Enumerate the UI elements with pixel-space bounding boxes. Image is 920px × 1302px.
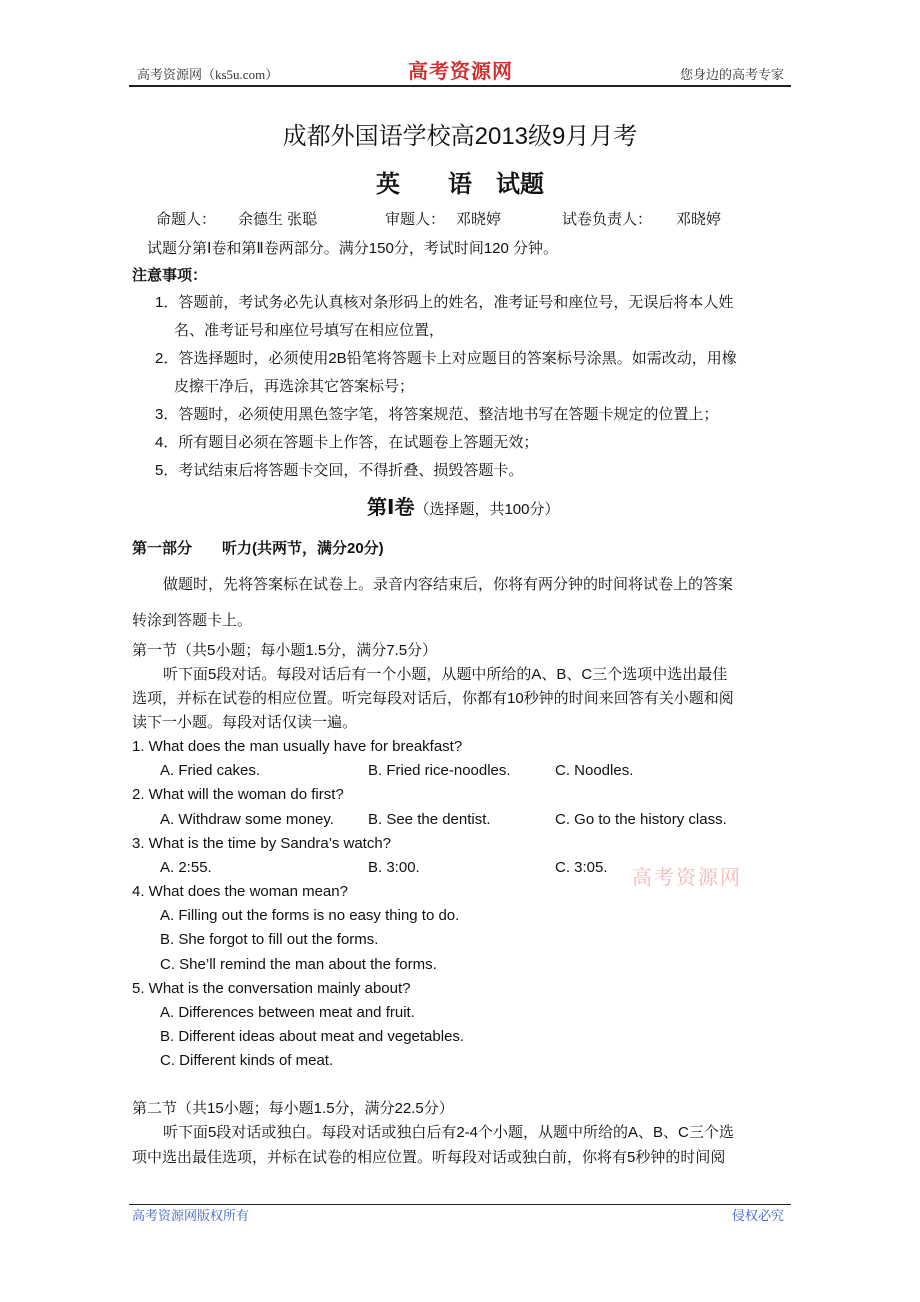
note-5: 5．考试结束后将答题卡交回，不得折叠、损毁答题卡。 xyxy=(155,462,524,479)
footer-rule xyxy=(129,1204,791,1205)
q2-option-a: A. Withdraw some money. xyxy=(160,811,334,828)
question-5: 5. What is the conversation mainly about? xyxy=(132,980,411,997)
note-2: 2．答选择题时，必须使用2B铅笔将答题卡上对应题目的答案标号涂黑。如需改动，用橡 xyxy=(155,350,737,367)
setter-label: 命题人： xyxy=(156,211,217,228)
q1-option-c: C. Noodles. xyxy=(555,762,634,779)
part1-instr: 做题时，先将答案标在试卷上。录音内容结束后，你将有两分钟的时间将试卷上的答案 xyxy=(163,576,734,593)
note-1: 1．答题前，考试务必先认真核对条形码上的姓名，准考证号和座位号，无误后将本人姓 xyxy=(155,294,734,311)
section1-instr-2: 选项，并标在试卷的相应位置。听完每段对话后，你都有10秒钟的时间来回答有关小题和阅 xyxy=(132,690,734,707)
volume-note: （选择题，共100分） xyxy=(414,501,560,518)
watermark: 高考资源网 xyxy=(632,865,742,889)
site-logo: 高考资源网 xyxy=(408,59,513,83)
header-left: 高考资源网（ks5u.com） xyxy=(137,67,279,82)
section2-title: 第二节（共15小题；每小题1.5分，满分22.5分） xyxy=(132,1100,454,1117)
section2-instr-2: 项中选出最佳选项，并标在试卷的相应位置。听每段对话或独白前，你将有5秒钟的时间阅 xyxy=(132,1149,726,1166)
q2-option-c: C. Go to the history class. xyxy=(555,811,727,828)
q4-option-c: C. She’ll remind the man about the forms. xyxy=(160,956,437,973)
part1-instr-cont: 转涂到答题卡上。 xyxy=(132,612,253,629)
section1-instr: 听下面5段对话。每段对话后有一个小题，从题中所给的A、B、C三个选项中选出最佳 xyxy=(163,666,728,683)
footer-right: 侵权必究 xyxy=(731,1208,784,1223)
q3-option-a: A. 2:55. xyxy=(160,859,212,876)
section2-instr: 听下面5段对话或独白。每段对话或独白后有2-4个小题，从题中所给的A、B、C三个选 xyxy=(163,1124,734,1141)
q3-option-b: B. 3:00. xyxy=(368,859,420,876)
section1-title: 第一节（共5小题；每小题1.5分，满分7.5分） xyxy=(132,642,438,659)
q5-option-a: A. Differences between meat and fruit. xyxy=(160,1004,415,1021)
part1-title: 第一部分 听力(共两节，满分20分) xyxy=(132,540,384,557)
note-3: 3．答题时，必须使用黑色签字笔，将答案规范、整洁地书写在答题卡规定的位置上； xyxy=(155,406,719,423)
q5-option-b: B. Different ideas about meat and vegetables. xyxy=(160,1028,465,1045)
exam-subtitle: 英 语 试题 xyxy=(376,171,544,198)
intro: 试题分第Ⅰ卷和第Ⅱ卷两部分。满分150分，考试时间120 分钟。 xyxy=(147,240,559,257)
owner-label: 试卷负责人： xyxy=(562,211,653,228)
note-2-cont: 皮擦干净后，再选涂其它答案标号； xyxy=(174,378,415,395)
note-4: 4．所有题目必须在答题卡上作答，在试题卷上答题无效； xyxy=(155,434,539,451)
setter: 余德生 张聪 xyxy=(238,211,318,228)
q5-option-c: C. Different kinds of meat. xyxy=(160,1052,334,1069)
header-right: 您身边的高考专家 xyxy=(679,67,784,82)
q1-option-a: A. Fried cakes. xyxy=(160,762,261,779)
owner: 邓晓婷 xyxy=(676,211,722,228)
q2-option-b: B. See the dentist. xyxy=(368,811,491,828)
volume-heading xyxy=(367,498,559,520)
footer-left: 高考资源网版权所有 xyxy=(132,1208,250,1223)
section1-instr-3: 读下一小题。每段对话仅读一遍。 xyxy=(132,714,358,731)
q1-option-b: B. Fried rice-noodles. xyxy=(368,762,511,779)
question-1: 1. What does the man usually have for breakfast? xyxy=(132,738,463,755)
exam-title: 成都外国语学校高2013级9月月考 xyxy=(282,123,638,150)
q4-option-b: B. She forgot to fill out the forms. xyxy=(160,931,379,948)
header-rule xyxy=(129,85,791,87)
question-4: 4. What does the woman mean? xyxy=(132,883,348,900)
q4-option-a: A. Filling out the forms is no easy thing to do. xyxy=(160,907,460,924)
volume-title: 第Ⅰ卷 xyxy=(367,497,415,519)
note-1-cont: 名、准考证号和座位号填写在相应位置， xyxy=(174,322,445,339)
notes-title: 注意事项： xyxy=(132,267,208,284)
question-3: 3. What is the time by Sandra’s watch? xyxy=(132,835,392,852)
reviewer: 邓晓婷 xyxy=(456,211,502,228)
reviewer-label: 审题人： xyxy=(385,211,446,228)
q3-option-c: C. 3:05. xyxy=(555,859,608,876)
question-2: 2. What will the woman do first? xyxy=(132,786,344,803)
